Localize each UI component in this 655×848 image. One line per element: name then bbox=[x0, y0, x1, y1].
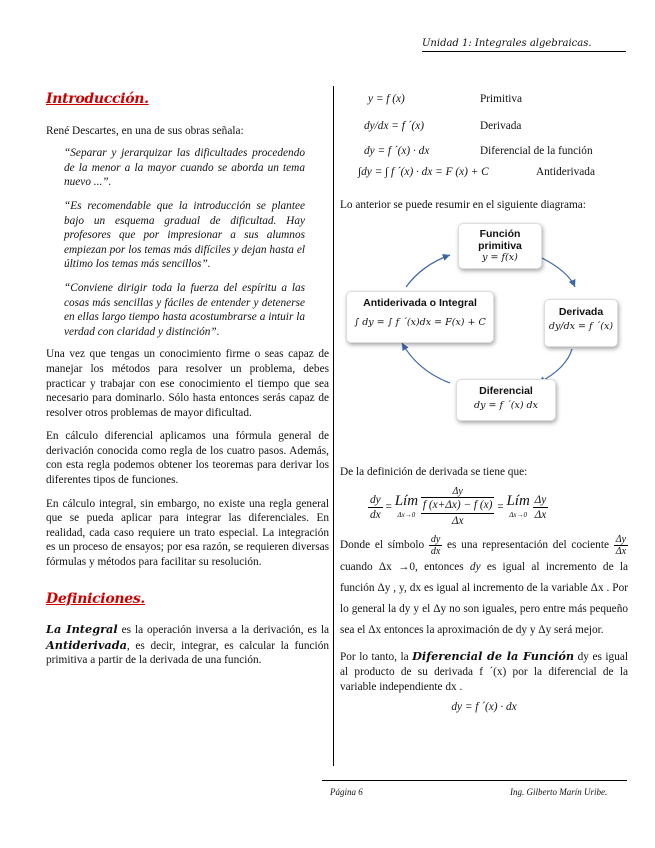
running-header: Unidad 1: Integrales algebraicas. bbox=[422, 38, 592, 49]
definition-text-2: , es decir, integrar, es calcular la función primitiva a partir de la derivada de una función. bbox=[46, 639, 329, 667]
author: Ing. Gilberto Marín Uribe. bbox=[510, 787, 608, 797]
quote-1: “Separar y jerarquizar las dificultades procedendo de la menor a la mayor cuando se aborda un tema nuevo ...”. bbox=[64, 147, 305, 189]
limit-definition: $\frac{dy}{dx}$ = Lím Δx→0 Δy f (x+Δx) − f (x) Δx = Lím Δx→0 $\frac{\Delta y}{\Delta x}$ bbox=[370, 486, 547, 527]
label-primitive: Primitiva bbox=[480, 93, 523, 105]
limit-lhs: $\frac{dy}{dx}$ bbox=[370, 493, 381, 522]
node-differential-title: Diferencial bbox=[479, 384, 533, 397]
symbol-paragraph: Donde el símbolo $\frac{dy}{dx}$ es una representación del cociente $\frac{\Delta y}{\Delta x}$ cuando Δx →0, entonces dy es igual al incremento de la función Δy , y, dx es igual al incremento de la variable Δx . Por lo general la dy y el Δy no son iguales, pero entre más pequeño sea el Δx entonces la aproximación de dy y Δy será mejor. bbox=[340, 534, 629, 637]
limit-operator: Lím Δx→0 bbox=[394, 492, 419, 519]
quote-3: “Conviene dirigir toda la fuerza del espíritu a las cosas más sencillas y fáciles de entender y detenerse en ellas largo tiempo hasta acostumbrarse a intuir la verdad con claridad y distinción”. bbox=[64, 281, 305, 338]
footer-rule bbox=[322, 780, 627, 781]
limit-operator-2: Lím Δx→0 bbox=[506, 492, 530, 519]
limit-quotient: Δy f (x+Δx) − f (x) Δx bbox=[422, 486, 493, 527]
formula-table bbox=[340, 92, 628, 188]
definition-intro: De la definición de derivada se tiene que: bbox=[340, 465, 528, 478]
paragraph-3: En cálculo integral, sin embargo, no existe una regla general que se pueda aplicar para integrar las diferenciales. En realidad, cada caso requiere un trato especial. La integración es un proceso de ensayos; por esa razón, se requieren diversas fórmulas y métodos para facilitar su resolución. bbox=[46, 497, 329, 569]
quote-2: “Es recomendable que la introducción se plantee bajo un esquema gradual de dificultad. Hay profesores que por impresionar a sus alumnos empiezan por los temas más difíciles y dejan hasta el último los temas más sencillos”. bbox=[64, 199, 305, 271]
term-antiderivative: Antiderivada bbox=[46, 637, 127, 652]
node-antiderivative bbox=[346, 291, 494, 343]
arrow-derivative-to-differential bbox=[538, 349, 572, 383]
formula-derivative: dy/dx = f ´(x) bbox=[364, 120, 424, 132]
label-differential: Diferencial de la función bbox=[480, 145, 593, 157]
column-divider bbox=[333, 86, 334, 766]
label-antiderivative: Antiderivada bbox=[536, 166, 595, 178]
node-derivative-formula: dy/dx = f ´(x) bbox=[548, 320, 614, 332]
left-column bbox=[46, 92, 329, 668]
header-rule bbox=[422, 51, 626, 52]
node-differential bbox=[456, 379, 556, 421]
right-column bbox=[340, 92, 628, 715]
paragraph-1: Una vez que tengas un conocimiento firme o seas capaz de manejar los métodos para resolver un problema, debes practicar y trabajar con ese conocimiento el tiempo que sea necesario para dominarlo. Sólo hasta entonces serás capaz de resolver otros problemas de mayor dificultad. bbox=[46, 348, 329, 419]
label-derivative: Derivada bbox=[480, 120, 522, 132]
arrow-antiderivative-to-primitive bbox=[406, 255, 450, 287]
formula-primitive: y = f (x) bbox=[368, 93, 405, 105]
formula-antiderivative: ∫dy = ∫ f ´(x) · dx = F (x) + C bbox=[358, 166, 489, 178]
arrow-differential-to-antiderivative bbox=[402, 343, 450, 383]
term-integral: La Integral bbox=[46, 622, 118, 637]
definition-text-1: es la operación inversa a la derivación, es la bbox=[117, 624, 329, 637]
node-antiderivative-title: Antiderivada o Integral bbox=[363, 296, 477, 309]
concept-diagram bbox=[340, 221, 628, 457]
node-derivative-title: Derivada bbox=[558, 305, 604, 318]
diagram-intro: Lo anterior se puede resumir en el siguiente diagrama: bbox=[340, 199, 586, 211]
definition-paragraph bbox=[46, 622, 329, 668]
node-antiderivative-formula: ∫ dy = ∫ f ´(x)dx = F(x) + C bbox=[354, 316, 486, 328]
arrow-primitive-to-derivative bbox=[540, 257, 575, 287]
node-differential-formula: dy = f ´(x) dx bbox=[474, 399, 538, 411]
intro-heading: Introducción. bbox=[46, 91, 149, 107]
paragraph-2: En cálculo diferencial aplicamos una fórmula general de derivación conocida como regla de los cuatro pasos. Además, con esta regla podemos obtener los teoremas para derivar los diferentes tipos de funciones. bbox=[46, 430, 329, 487]
final-formula: dy = f ´(x) · dx bbox=[451, 701, 517, 714]
page-number: Página 6 bbox=[330, 787, 363, 797]
definitions-heading: Definiciones. bbox=[46, 590, 146, 607]
node-primitive-formula: y = f(x) bbox=[482, 251, 518, 263]
intro-lead: René Descartes, en una de sus obras señala: bbox=[46, 124, 244, 137]
node-primitive bbox=[458, 223, 542, 269]
limit-rhs: $\frac{\Delta y}{\Delta x}$ bbox=[534, 493, 547, 522]
node-derivative bbox=[544, 299, 618, 347]
differential-paragraph: Por lo tanto, la Diferencial de la Función dy es igual al producto de su derivada f ´(x) por la diferencial de la variable independiente dx . bbox=[340, 649, 628, 693]
node-primitive-title: Función primitiva bbox=[478, 227, 522, 252]
formula-differential: dy = f ´(x) · dx bbox=[364, 145, 430, 157]
